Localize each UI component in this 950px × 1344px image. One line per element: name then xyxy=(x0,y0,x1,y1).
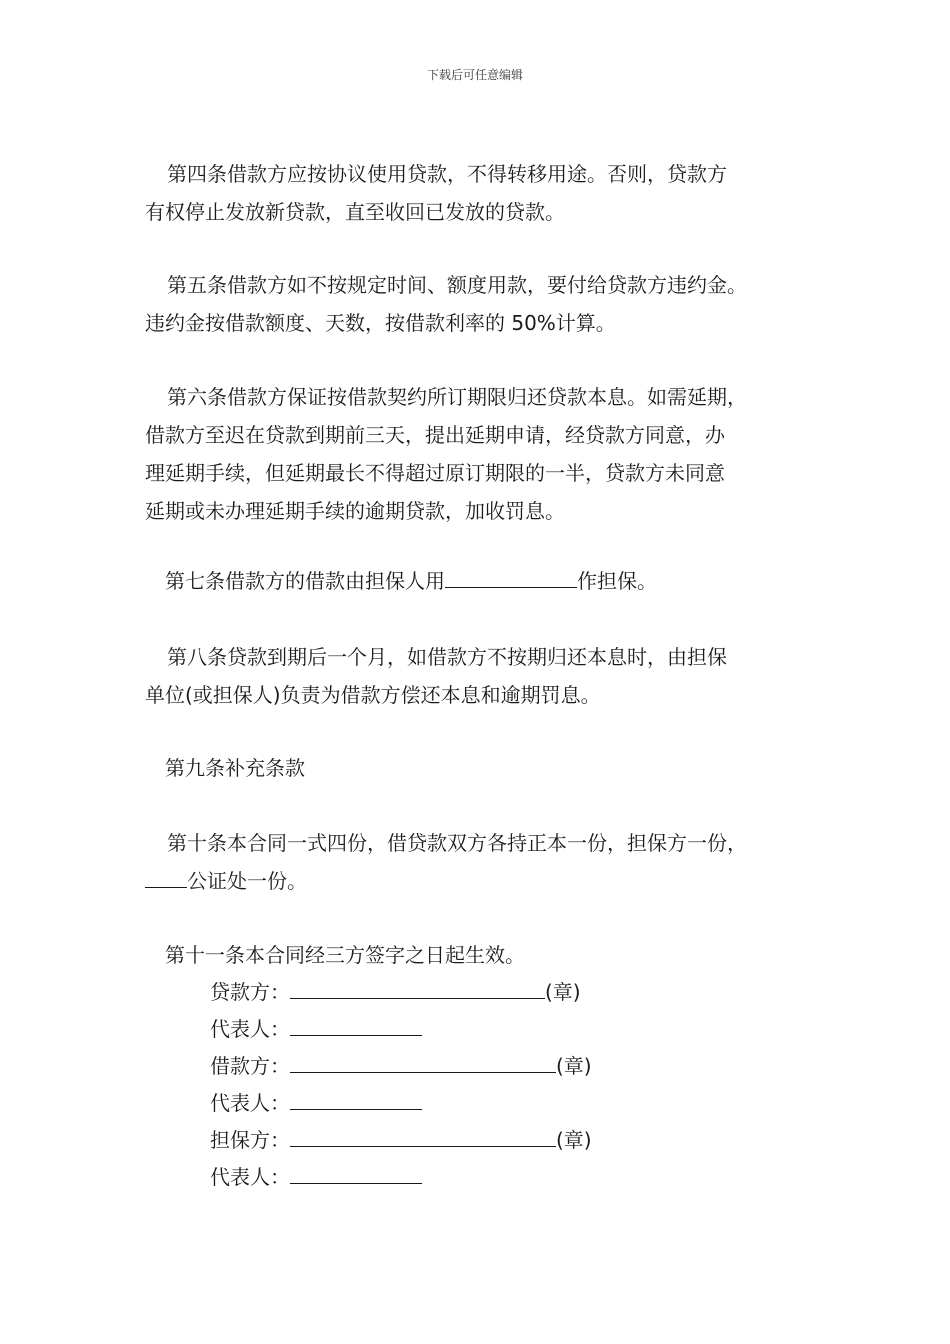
notary-blank xyxy=(145,869,187,888)
clause-8 xyxy=(145,638,825,714)
signature-guarantor-rep-blank xyxy=(290,1165,422,1184)
signature-lender-rep-label: 代表人： xyxy=(210,1017,290,1041)
signature-guarantor xyxy=(210,1127,592,1153)
clause-6-line-4: 延期或未办理延期手续的逾期贷款，加收罚息。 xyxy=(145,499,565,523)
clause-10 xyxy=(145,824,825,900)
signature-borrower-label: 借款方： xyxy=(210,1054,290,1078)
clause-4 xyxy=(145,155,825,231)
signature-borrower xyxy=(210,1053,592,1079)
clause-9-text: 第九条补充条款 xyxy=(165,756,305,780)
signature-borrower-rep-label: 代表人： xyxy=(210,1091,290,1115)
clause-7-text-after: 作担保。 xyxy=(577,569,657,593)
clause-8-line-1: 第八条贷款到期后一个月，如借款方不按期归还本息时，由担保 xyxy=(167,645,727,669)
clause-10-line-1: 第十条本合同一式四份，借贷款双方各持正本一份，担保方一份， xyxy=(167,831,747,855)
clause-10-line-2 xyxy=(145,862,825,900)
page-header: 下载后可任意编辑 xyxy=(426,68,523,82)
clause-8-line-2: 单位(或担保人)负责为借款方偿还本息和逾期罚息。 xyxy=(145,683,601,707)
signature-lender xyxy=(210,979,581,1005)
clause-5 xyxy=(145,266,825,342)
clause-7-text-before: 第七条借款方的借款由担保人用 xyxy=(165,569,445,593)
clause-5-line-1: 第五条借款方如不按规定时间、额度用款，要付给贷款方违约金。 xyxy=(167,273,747,297)
signature-guarantor-rep-label: 代表人： xyxy=(210,1165,290,1189)
clause-6-line-3: 理延期手续，但延期最长不得超过原订期限的一半，贷款方未同意 xyxy=(145,461,725,485)
signature-lender-seal: (章) xyxy=(545,980,581,1004)
signature-guarantor-blank xyxy=(290,1128,556,1147)
clause-9 xyxy=(145,749,825,787)
clause-11-text: 第十一条本合同经三方签字之日起生效。 xyxy=(165,943,525,967)
clause-4-line-1: 第四条借款方应按协议使用贷款，不得转移用途。否则，贷款方 xyxy=(167,162,727,186)
signature-borrower-rep xyxy=(210,1090,422,1116)
clause-5-line-2: 违约金按借款额度、天数，按借款利率的 50%计算。 xyxy=(145,311,616,335)
clause-10-line-2-text: 公证处一份。 xyxy=(187,869,307,893)
signature-lender-rep xyxy=(210,1016,422,1042)
signature-borrower-blank xyxy=(290,1054,556,1073)
signature-lender-label: 贷款方： xyxy=(210,980,290,1004)
signature-lender-blank xyxy=(290,980,545,999)
clause-7 xyxy=(145,562,825,600)
signature-borrower-rep-blank xyxy=(290,1091,422,1110)
clause-6 xyxy=(145,378,825,530)
clause-6-line-2: 借款方至迟在贷款到期前三天，提出延期申请，经贷款方同意，办 xyxy=(145,423,725,447)
signature-borrower-seal: (章) xyxy=(556,1054,592,1078)
signature-lender-rep-blank xyxy=(290,1017,422,1036)
signature-guarantor-label: 担保方： xyxy=(210,1128,290,1152)
guarantee-blank xyxy=(445,569,577,588)
clause-6-line-1: 第六条借款方保证按借款契约所订期限归还贷款本息。如需延期， xyxy=(167,385,747,409)
clause-4-line-2: 有权停止发放新贷款，直至收回已发放的贷款。 xyxy=(145,200,565,224)
clause-11 xyxy=(145,936,825,974)
signature-guarantor-seal: (章) xyxy=(556,1128,592,1152)
signature-guarantor-rep xyxy=(210,1164,422,1190)
